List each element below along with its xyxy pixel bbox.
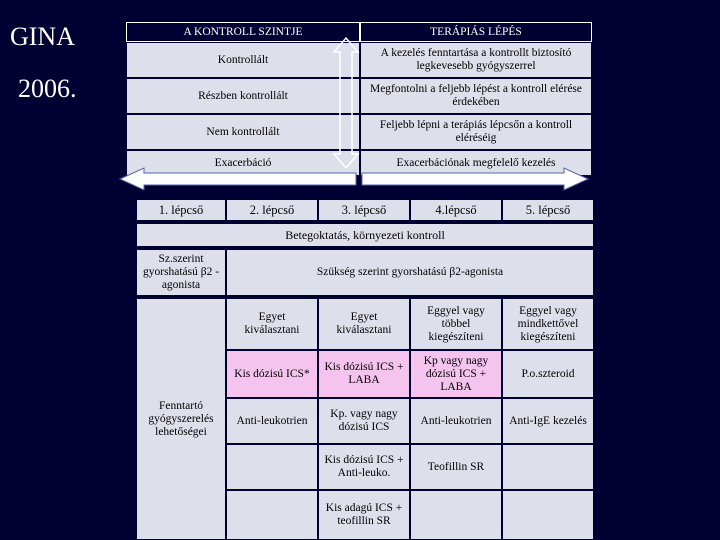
grid-r4-c2: Kis dózisú ICS + Anti-leuko. — [318, 444, 410, 490]
education-row: Betegoktatás, környezeti kontroll — [136, 223, 594, 247]
grid-r4-c3: Teofillin SR — [410, 444, 502, 490]
reliever-left-label: Sz.szerint gyorshatású β2 -agonista — [136, 249, 226, 296]
step-5: 5. lépcső — [502, 199, 594, 221]
grid-r5-c2: Kis adagú ICS + teofillin SR — [318, 490, 410, 540]
reliever-main: Szükség szerint gyorshatású β2-agonista — [226, 249, 594, 296]
grid-r2-c3: Kp vagy nagy dózisú ICS + LABA — [410, 350, 502, 398]
therapy-row-uncontrolled: Feljebb lépni a terápiás lépcsőn a kontroll eléréséig — [360, 114, 592, 150]
title-gina: GINA — [10, 22, 75, 51]
grid-r1-c2: Egyet kiválasztani — [318, 298, 410, 350]
increase-arrow — [360, 166, 590, 192]
step-up-down-arrow — [331, 36, 361, 170]
control-row-exacerbation: Exacerbáció — [126, 150, 360, 176]
grid-r4-c4 — [502, 444, 594, 490]
grid-r3-c1: Anti-leukotrien — [226, 398, 318, 444]
therapy-row-controlled: A kezelés fenntartása a kontrollt biztosító legkevesebb gyógyszerrel — [360, 42, 592, 78]
step-1: 1. lépcső — [136, 199, 226, 221]
header-control-level: A KONTROLL SZINTJE — [126, 22, 360, 42]
control-row-controlled: Kontrollált — [126, 42, 360, 78]
grid-r3-c4: Anti-IgE kezelés — [502, 398, 594, 444]
grid-r4-c1 — [226, 444, 318, 490]
reduce-arrow — [118, 166, 358, 192]
grid-r1-c3: Eggyel vagy többel kiegészíteni — [410, 298, 502, 350]
grid-r2-c4: P.o.szteroid — [502, 350, 594, 398]
grid-r1-c4: Eggyel vagy mindkettővel kiegészíteni — [502, 298, 594, 350]
therapy-row-partly: Megfontolni a feljebb lépést a kontroll elérése érdekében — [360, 78, 592, 114]
grid-r3-c2: Kp. vagy nagy dózisú ICS — [318, 398, 410, 444]
therapy-row-exacerbation: Exacerbációnak megfelelő kezelés — [360, 150, 592, 176]
step-3: 3. lépcső — [318, 199, 410, 221]
control-row-uncontrolled: Nem kontrollált — [126, 114, 360, 150]
grid-r5-c4 — [502, 490, 594, 540]
controller-label: Fenntartó gyógyszerelés lehetőségei — [136, 298, 226, 540]
title-year: 2006. — [18, 74, 77, 103]
header-therapy-step: TERÁPIÁS LÉPÉS — [360, 22, 592, 42]
control-row-partly: Részben kontrollált — [126, 78, 360, 114]
grid-r2-c2: Kis dózisú ICS + LABA — [318, 350, 410, 398]
grid-r1-c1: Egyet kiválasztani — [226, 298, 318, 350]
grid-r5-c3 — [410, 490, 502, 540]
step-2: 2. lépcső — [226, 199, 318, 221]
grid-r5-c1 — [226, 490, 318, 540]
grid-r2-c1: Kis dózisú ICS* — [226, 350, 318, 398]
grid-r3-c3: Anti-leukotrien — [410, 398, 502, 444]
step-4: 4.lépcső — [410, 199, 502, 221]
